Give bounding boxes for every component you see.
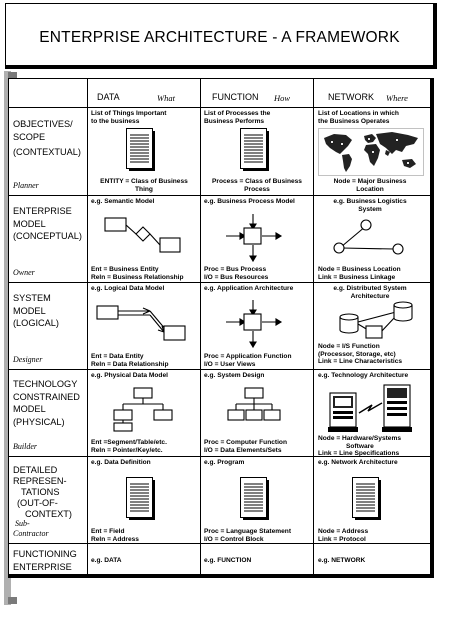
row-label-functioning-enterprise: FUNCTIONING ENTERPRISE — [13, 549, 77, 572]
cell-text: Ent = Business Entity Reln = Business Relationship — [91, 266, 184, 281]
binder-tab-bottom — [8, 597, 17, 604]
cell-text: e.g. Business Logistics System — [333, 198, 407, 213]
grid-divider — [8, 369, 431, 370]
cell-text: Proc = Computer Function I/O = Data Elements/Sets — [204, 439, 287, 454]
cell-text: ENTITY = Class of Business Thing — [100, 178, 188, 193]
cell-text: Proc = Bus Process I/O = Bus Resources — [204, 266, 269, 281]
process-model-diagram — [224, 212, 282, 262]
logical-data-model-diagram — [96, 302, 188, 344]
grid-divider — [8, 195, 431, 196]
physical-data-model-diagram — [110, 386, 176, 432]
column-header-function — [212, 92, 291, 103]
grid-divider — [8, 282, 431, 283]
technology-architecture-icon — [326, 383, 418, 435]
cell-text: Proc = Language Statement I/O = Control Block — [204, 528, 292, 543]
row-label-system-model: SYSTEM MODEL (LOGICAL) — [13, 293, 59, 328]
cell-text: Node = I/S Function (Processor, Storage, etc) Link = Line Characteristics — [318, 343, 403, 365]
column-label: NETWORK — [328, 92, 374, 102]
perspective-planner: Planner — [13, 181, 39, 190]
application-architecture-diagram — [224, 298, 282, 348]
cell-text: e.g. Network Architecture — [318, 459, 398, 466]
document-icon — [240, 477, 270, 521]
cell-text: e.g. Physical Data Model — [91, 372, 168, 379]
semantic-model-diagram — [104, 214, 184, 258]
cell-text: e.g. Program — [204, 459, 245, 466]
row-label-detailed-representations: DETAILED REPRESEN- TATIONS (OUT-OF- CONTEXT) — [13, 465, 72, 519]
system-design-diagram — [226, 386, 282, 432]
cell-text: e.g. Business Process Model — [204, 198, 295, 205]
cell-text: List of Things Important to the business — [91, 110, 167, 125]
cell-text: e.g. Distributed System Architecture — [333, 285, 407, 300]
perspective-owner: Owner — [13, 268, 35, 277]
cell-text: e.g. NETWORK — [318, 557, 366, 564]
row-label-scope: OBJECTIVES/ SCOPE (CONTEXTUAL) — [13, 119, 81, 157]
cell-text: Ent = Data Entity Reln = Data Relationship — [91, 353, 169, 368]
cell-text: e.g. System Design — [204, 372, 265, 379]
column-interrogative: How — [274, 93, 291, 103]
document-icon — [352, 477, 382, 521]
column-label: DATA — [97, 92, 120, 102]
cell-text: Ent =Segment/Table/etc. Reln = Pointer/Key/etc. — [91, 439, 167, 454]
perspective-subcontractor: Sub- Contractor — [13, 519, 49, 538]
cell-text: Node = Major Business Location — [333, 178, 407, 193]
perspective-designer: Designer — [13, 355, 43, 364]
row-label-technology-model: TECHNOLOGY CONSTRAINED MODEL (PHYSICAL) — [13, 379, 80, 427]
cell-text: e.g. Data Definition — [91, 459, 151, 466]
row-label-enterprise-model: ENTERPRISE MODEL (CONCEPTUAL) — [13, 206, 82, 241]
cell-text: e.g. DATA — [91, 557, 122, 564]
cell-text: e.g. Technology Architecture — [318, 372, 409, 379]
cell-text: Node = Address Link = Protocol — [318, 528, 369, 543]
grid-divider — [313, 78, 314, 575]
document-icon — [126, 128, 156, 172]
column-interrogative: Where — [386, 93, 408, 103]
document-icon — [240, 128, 270, 172]
title-box — [5, 3, 437, 69]
grid-divider — [87, 78, 88, 575]
cell-text: List of Locations in which the Business Operates — [318, 110, 399, 125]
cell-text: Ent = Field Reln = Address — [91, 528, 139, 543]
cell-text: e.g. Logical Data Model — [91, 285, 165, 292]
column-header-data — [97, 92, 175, 103]
column-label: FUNCTION — [212, 92, 259, 102]
cell-text: Proc = Application Function I/O = User Views — [204, 353, 292, 368]
document-icon — [126, 477, 156, 521]
distributed-system-diagram — [338, 300, 418, 344]
perspective-builder: Builder — [13, 442, 37, 451]
column-header-network — [328, 92, 408, 103]
grid-divider — [8, 107, 431, 108]
logistics-network-diagram — [330, 218, 410, 260]
cell-text: Node = Business Location Link = Business Linkage — [318, 266, 401, 281]
cell-text: e.g. Semantic Model — [91, 198, 155, 205]
grid-divider — [8, 543, 431, 544]
grid-divider — [200, 78, 201, 575]
cell-text: e.g. FUNCTION — [204, 557, 252, 564]
cell-text: Node = Hardware/Systems Software Link = Line Specifications — [318, 435, 402, 457]
world-map-icon — [318, 128, 424, 176]
cell-text: Process = Class of Business Process — [212, 178, 302, 193]
cell-text: e.g. Application Architecture — [204, 285, 294, 292]
cell-text: List of Processes the Business Performs — [204, 110, 271, 125]
page-title: ENTERPRISE ARCHITECTURE - A FRAMEWORK — [39, 29, 400, 46]
column-interrogative: What — [157, 93, 175, 103]
